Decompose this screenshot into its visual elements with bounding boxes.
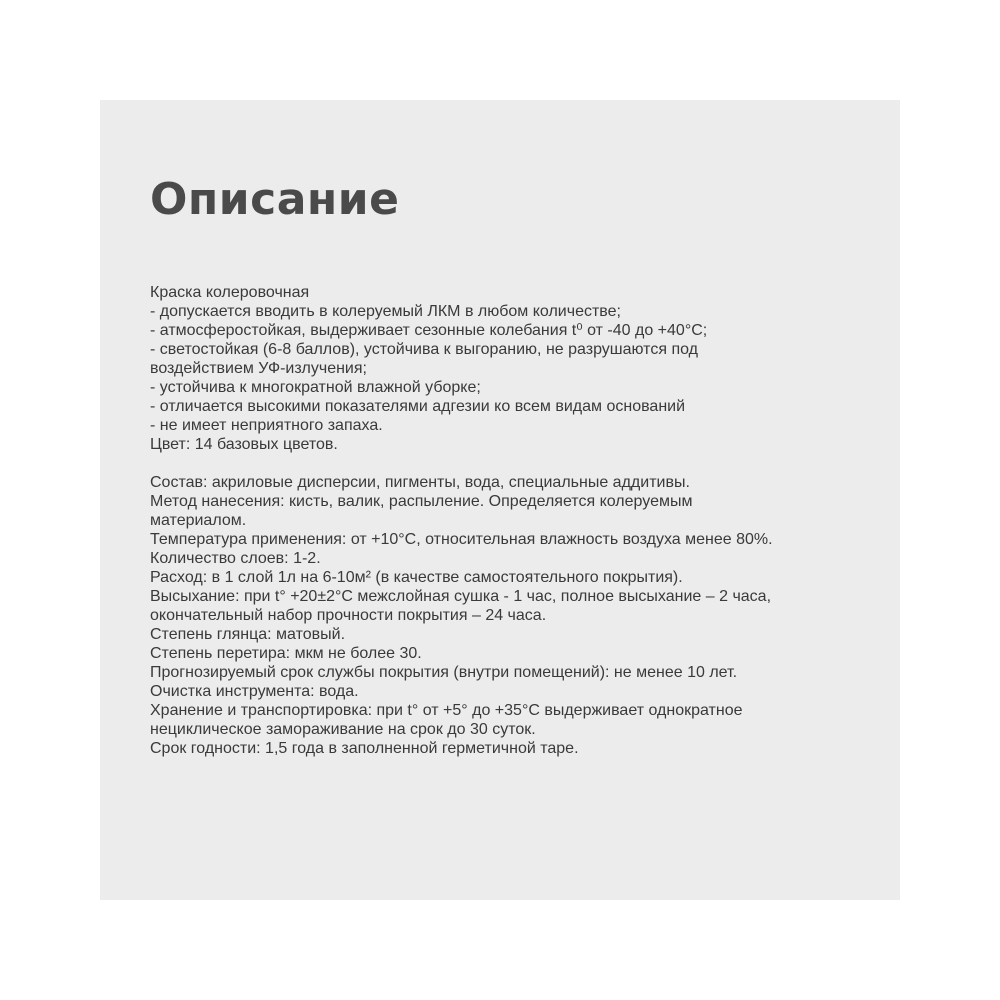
features-paragraph bbox=[150, 283, 880, 454]
text-line: окончательный набор прочности покрытия – 24 часа. bbox=[150, 607, 547, 624]
page-title: Описание bbox=[150, 174, 400, 225]
paragraph-spacer bbox=[150, 454, 880, 473]
text-line: нециклическое замораживание на срок до 30 суток. bbox=[150, 721, 536, 738]
text-line: Степень перетира: мкм не более 30. bbox=[150, 645, 422, 662]
specs-paragraph bbox=[150, 473, 880, 758]
text-line: Хранение и транспортировка: при t° от +5° до +35°С выдерживает однократное bbox=[150, 702, 743, 719]
text-line: - светостойкая (6-8 баллов), устойчива к выгоранию, не разрушаются под bbox=[150, 341, 698, 358]
text-line: воздействием УФ-излучения; bbox=[150, 360, 367, 377]
text-line: Степень глянца: матовый. bbox=[150, 626, 346, 643]
text-line: - не имеет неприятного запаха. bbox=[150, 417, 383, 434]
text-line: Высыхание: при t° +20±2°С межслойная сушка - 1 час, полное высыхание – 2 часа, bbox=[150, 588, 772, 605]
description-panel bbox=[100, 100, 900, 900]
text-line: Количество слоев: 1-2. bbox=[150, 550, 321, 567]
text-line: - атмосферостойкая, выдерживает сезонные колебания t⁰ от -40 до +40°С; bbox=[150, 322, 708, 339]
description-body bbox=[150, 283, 880, 758]
text-line: - допускается вводить в колеруемый ЛКМ в любом количестве; bbox=[150, 303, 621, 320]
text-line: Срок годности: 1,5 года в заполненной герметичной таре. bbox=[150, 740, 579, 757]
text-line: - устойчива к многократной влажной уборке; bbox=[150, 379, 481, 396]
text-line: Краска колеровочная bbox=[150, 284, 310, 301]
text-line: Метод нанесения: кисть, валик, распыление. Определяется колеруемым bbox=[150, 493, 693, 510]
text-line: Состав: акриловые дисперсии, пигменты, вода, специальные аддитивы. bbox=[150, 474, 690, 491]
text-line: материалом. bbox=[150, 512, 247, 529]
text-line: Прогнозируемый срок службы покрытия (внутри помещений): не менее 10 лет. bbox=[150, 664, 738, 681]
text-line: Температура применения: от +10°С, относительная влажность воздуха менее 80%. bbox=[150, 531, 773, 548]
text-line: Очистка инструмента: вода. bbox=[150, 683, 359, 700]
text-line: - отличается высокими показателями адгезии ко всем видам оснований bbox=[150, 398, 686, 415]
text-line: Расход: в 1 слой 1л на 6-10м² (в качестве самостоятельного покрытия). bbox=[150, 569, 683, 586]
text-line: Цвет: 14 базовых цветов. bbox=[150, 436, 338, 453]
